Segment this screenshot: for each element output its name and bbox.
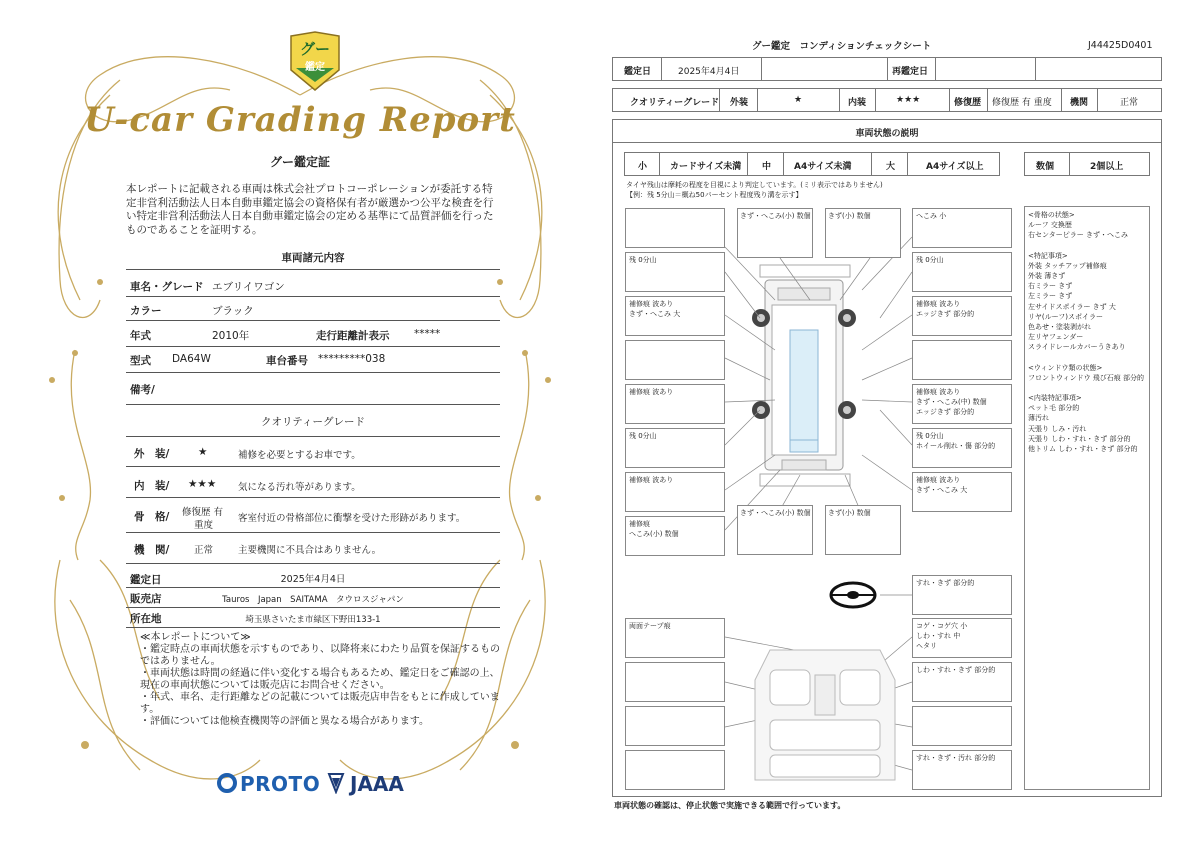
report-notes (140, 632, 500, 728)
sheet-title: グー鑑定 コンディションチェックシート (752, 41, 932, 52)
count-label: 数個 (1036, 162, 1055, 172)
notes-title: ≪本レポートについて≫ (140, 632, 251, 643)
engine-label: 機 関/ (134, 544, 170, 556)
interior-description: 気になる汚れ等があります。 (238, 482, 361, 493)
divider (126, 607, 500, 608)
sheet-history-value: 修復歴 有 重度 (992, 98, 1052, 108)
divider (126, 587, 500, 588)
callout-interior-right-3 (912, 706, 1012, 746)
chassis-label: 車台番号 (266, 355, 308, 367)
vehicle-interior-diagram (750, 640, 900, 790)
sheet-engine-value: 正常 (1120, 98, 1139, 108)
special-note-line: フロントウィンドウ 飛び石痕 部分的 (1028, 373, 1145, 382)
year-label: 年式 (130, 330, 151, 342)
callout-label: 両面テープ痕 (629, 622, 671, 630)
special-note-line (1028, 383, 1144, 393)
date-label: 鑑定日 (130, 574, 162, 586)
callout-label: 残 0分山 (916, 256, 944, 264)
color-value: ブラック (212, 305, 254, 317)
address-label: 所在地 (130, 613, 162, 625)
callout-label: 残 0分山 (629, 256, 657, 264)
callout-label: きず・へこみ(小) 数個 (740, 509, 811, 517)
special-note-line: 天張り しみ・汚れ (1028, 424, 1087, 433)
special-note-line: スライドレールカバーうきあり (1028, 343, 1126, 352)
callout-label: きず(小) 数個 (828, 212, 871, 220)
report-script-title: U-car Grading Report (84, 100, 516, 140)
divider (126, 346, 500, 347)
divider (126, 404, 500, 405)
note-item: ・車両状態は時間の経過に伴い変化する場合もあるため、鑑定日をご確認の上、現在の車両状態については販売店にお問合せください。 (140, 668, 500, 691)
callout-interior-left-3 (625, 706, 725, 746)
special-note-line (1028, 241, 1144, 251)
size-large-desc: A4サイズ以上 (926, 162, 984, 172)
badge-text-bottom: 鑑定 (305, 62, 325, 73)
special-note-line: リヤ(ルーフ)スポイラー (1028, 312, 1103, 321)
size-large-label: 大 (886, 162, 896, 172)
count-desc: 2個以上 (1090, 162, 1124, 172)
sheet-ext-label: 外装 (730, 98, 749, 108)
callout-left-3 (625, 340, 725, 380)
size-small-label: 小 (638, 162, 648, 172)
sheet-engine-label: 機関 (1070, 98, 1089, 108)
name-label: 車名・グレード (130, 281, 204, 293)
frame-value-history: 修復歴 有 (182, 507, 224, 518)
special-note-line: 右ミラー きず (1028, 282, 1073, 291)
size-mid-desc: A4サイズ未満 (794, 162, 852, 172)
engine-value: 正常 (194, 545, 214, 556)
special-note-line: 天張り しわ・すれ・きず 部分的 (1028, 434, 1131, 443)
exterior-stars: ★ (198, 446, 208, 458)
divider (126, 497, 500, 498)
callout-right-3 (912, 340, 1012, 380)
model-value: DA64W (172, 353, 211, 365)
callout-label: 残 0分山 ホイール削れ・傷 部分的 (916, 432, 996, 450)
certificate-title: グー鑑定証 (269, 155, 330, 169)
callout-label: きず(小) 数個 (828, 509, 871, 517)
date-value: 2025年4月4日 (280, 574, 346, 585)
special-note-line: 外装 タッチアップ補修痕 (1028, 261, 1107, 270)
tire-note: タイヤ残山は摩耗の程度を目視により判定しています。(ミリ表示ではありません) (626, 181, 883, 189)
special-note-line: 左ミラー きず (1028, 292, 1073, 301)
mileage-value: ***** (414, 328, 441, 340)
special-note-line: <骨格の状態> (1028, 211, 1075, 219)
special-note-line: 左サイドスポイラー きず 大 (1028, 302, 1116, 311)
frame-value-severity: 重度 (194, 520, 214, 531)
sheet-date-value: 2025年4月4日 (678, 67, 740, 77)
callout-label: すれ・きず・汚れ 部分的 (916, 754, 996, 762)
divider (126, 372, 500, 373)
jaaa-logo: JAAA (350, 772, 404, 796)
callout-label: 補修痕 へこみ(小) 数個 (629, 520, 679, 538)
callout-label: へこみ 小 (916, 212, 947, 220)
interior-label: 内 装/ (134, 480, 170, 492)
year-value: 2010年 (212, 330, 250, 342)
callout-label: きず・へこみ(小) 数個 (740, 212, 811, 220)
special-note-line: 他トリム しわ・すれ・きず 部分的 (1028, 445, 1138, 454)
address-value: 埼玉県さいたま市緑区下野田133-1 (245, 615, 381, 625)
special-note-line: <ウィンドウ類の状態> (1028, 363, 1103, 372)
special-note-line: <特記事項> (1028, 251, 1068, 260)
size-mid-label: 中 (762, 162, 772, 172)
callout-label: 補修痕 波あり エッジきず 部分的 (916, 300, 975, 318)
divider (126, 436, 500, 437)
spec-section-title: 車両諸元内容 (281, 252, 345, 264)
callout-label: 補修痕 波あり きず・へこみ(中) 数個 エッジきず 部分的 (916, 388, 987, 416)
exterior-description: 補修を必要とするお車です。 (238, 450, 361, 461)
special-note-line: 薄汚れ (1028, 414, 1049, 423)
sheet-int-label: 内装 (848, 98, 867, 108)
sheet-grade-label: クオリティーグレード (630, 98, 720, 108)
frame-label: 骨 格/ (134, 511, 170, 523)
frame-description: 客室付近の骨格部位に衝撃を受けた形跡があります。 (238, 513, 466, 524)
callout-label: 補修痕 波あり (629, 476, 674, 484)
note-item: ・評価については他検査機関等の評価と異なる場合があります。 (140, 716, 429, 727)
proto-logo: PROTO (240, 772, 321, 796)
callout-label: 補修痕 波あり きず・へこみ 大 (916, 476, 968, 494)
dealer-label: 販売店 (130, 593, 162, 605)
callout-label: 残 0分山 (629, 432, 657, 440)
divider (126, 627, 500, 628)
special-note-line: ルーフ 交換歴 (1028, 221, 1072, 230)
sheet-ext-stars: ★ (794, 95, 803, 105)
sheet-redate-label: 再鑑定日 (892, 67, 929, 77)
divider (126, 532, 500, 533)
note-item: ・年式、車名、走行距離などの記載については販売店申告をもとに作成しています。 (140, 692, 500, 715)
divider (126, 269, 500, 270)
size-small-desc: カードサイズ未満 (670, 162, 742, 172)
color-label: カラー (130, 305, 162, 317)
state-title: 車両状態の説明 (855, 129, 919, 139)
special-note-line: 色あせ・塗装剥がれ (1028, 323, 1091, 332)
divider (126, 466, 500, 467)
dealer-value: Tauros Japan SAITAMA タウロスジャパン (222, 595, 404, 605)
proto-logo-icon (216, 772, 238, 794)
divider (126, 320, 500, 321)
special-note-line: 外装 薄きず (1028, 272, 1066, 281)
callout-label: 補修痕 波あり きず・へこみ 大 (629, 300, 681, 318)
mileage-label: 走行距離計表示 (316, 330, 390, 342)
callout-interior-left-4 (625, 750, 725, 790)
remarks-label: 備考/ (130, 384, 155, 396)
engine-description: 主要機関に不具合はありません。 (238, 545, 382, 556)
note-item: ・鑑定時点の車両状態を示すものであり、以降将来にわたり品質を保証するものではありません。 (140, 644, 500, 667)
callout-label: すれ・きず 部分的 (916, 579, 975, 587)
callout-interior-left-2 (625, 662, 725, 702)
sheet-history-label: 修復歴 (954, 98, 982, 108)
chassis-value: *********038 (318, 353, 386, 365)
jaaa-logo-icon (326, 772, 346, 794)
special-notes-list (1028, 210, 1144, 454)
interior-stars: ★★★ (188, 478, 217, 490)
callout-front-left (625, 208, 725, 248)
model-label: 型式 (130, 355, 151, 367)
exterior-label: 外 装/ (134, 448, 170, 460)
sheet-date-label: 鑑定日 (624, 67, 652, 77)
condition-check-sheet (600, 0, 1200, 848)
callout-label: コゲ・コゲ穴 小 しわ・すれ 中 ヘタリ (916, 622, 968, 650)
divider (126, 563, 500, 564)
certificate-statement: 本レポートに記載される車両は株式会社プロトコーポレーションが委託する特定非営利活動法人日本自動車鑑定協会の資格保有者が厳選かつ公平な検査を行い特定非営利活動法人日本自動車鑑定協会の定める基準にて品質評価を行ったものであることを証明する。 (126, 183, 494, 236)
sheet-int-stars: ★★★ (896, 95, 921, 105)
name-value: エブリイワゴン (212, 281, 285, 293)
tire-note-example: 【例：残 5分山＝概ね50パーセント程度残り溝を示す】 (626, 191, 803, 199)
callout-label: 補修痕 波あり (629, 388, 674, 396)
special-note-line (1028, 353, 1144, 363)
badge-text-top: グー (299, 40, 330, 58)
special-note-line: <内装特記事項> (1028, 394, 1082, 403)
quality-grade-title: クオリティーグレード (261, 416, 365, 428)
divider (126, 296, 500, 297)
callout-label: しわ・すれ・きず 部分的 (916, 666, 996, 674)
sheet-footer-note: 車両状態の確認は、停止状態で実施できる範囲で行っています。 (614, 801, 846, 810)
special-note-line: 左リヤフェンダー (1028, 333, 1084, 342)
steering-wheel-icon (828, 580, 878, 610)
special-note-line: 右センターピラー きず・へこみ (1028, 231, 1128, 240)
special-note-line: ペット毛 部分的 (1028, 404, 1080, 413)
document-id: J44425D0401 (1088, 40, 1153, 51)
